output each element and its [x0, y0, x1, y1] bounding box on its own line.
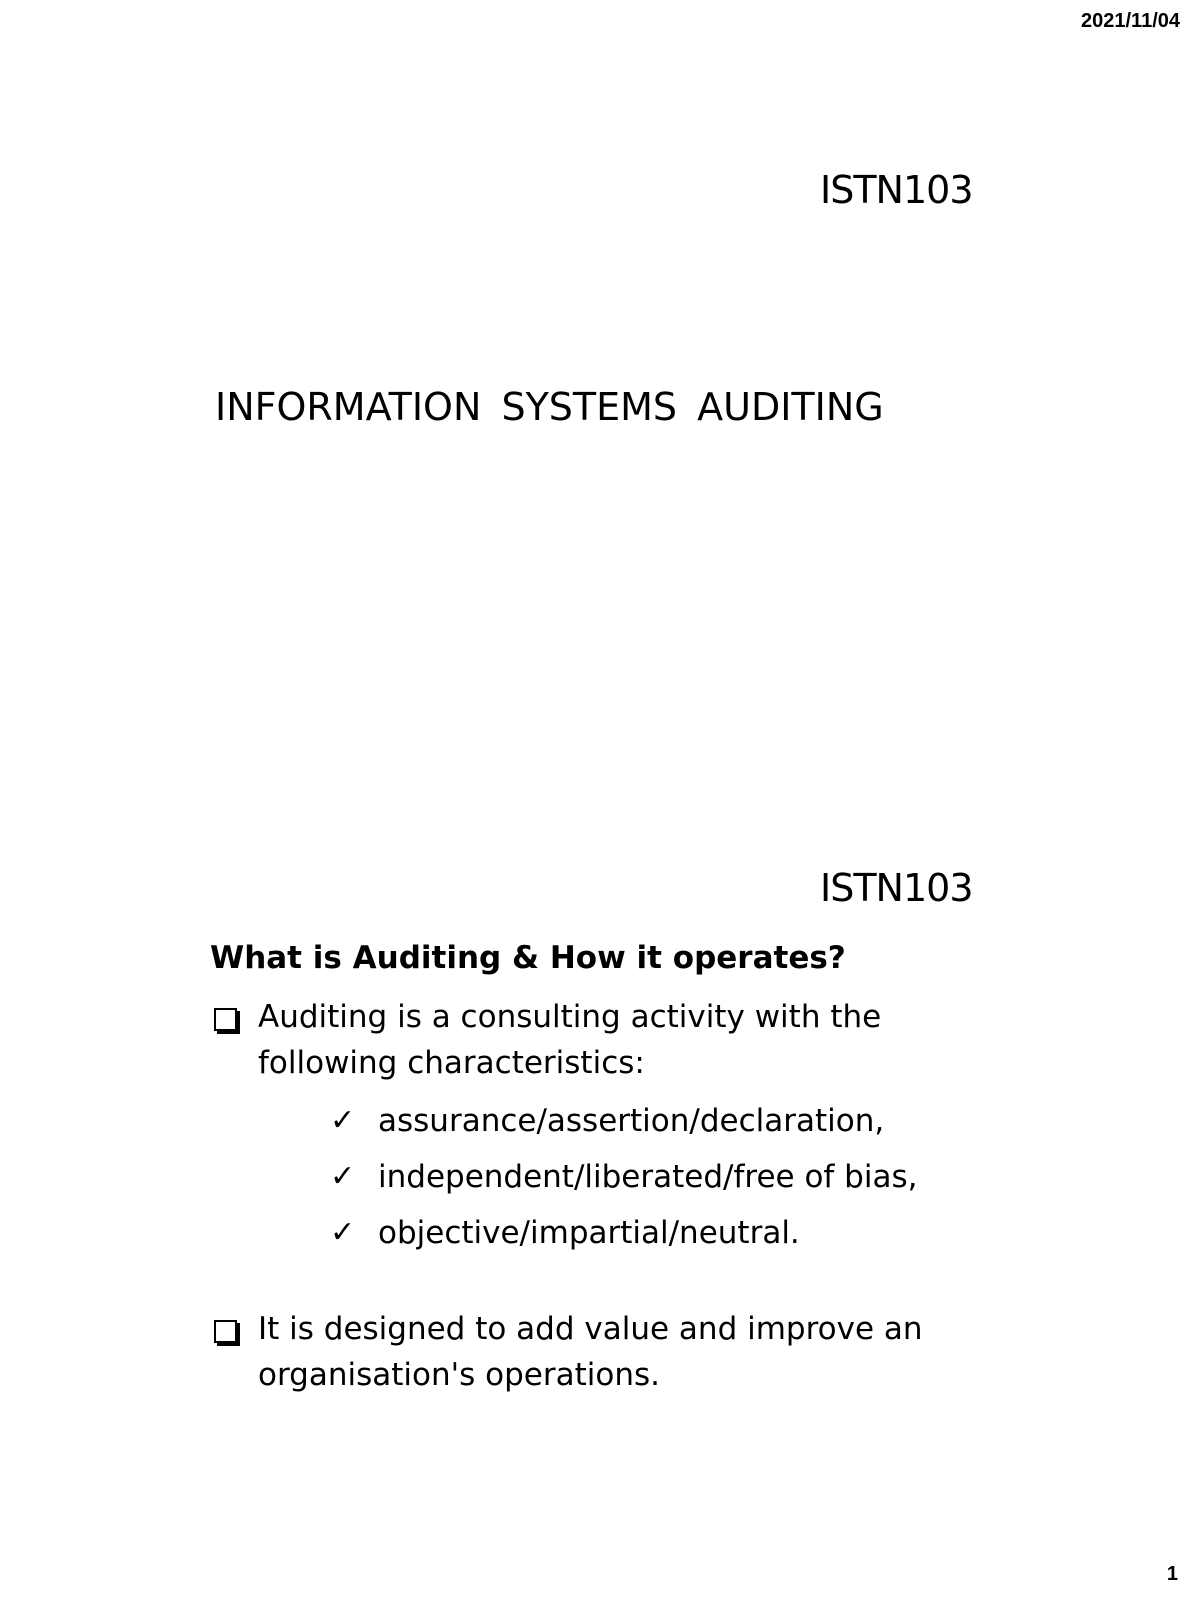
bullet-text: Auditing is a consulting activity with the following characteristics: — [258, 999, 882, 1081]
sub-bullet-item — [330, 1210, 990, 1256]
slide1-title: INFORMATION SYSTEMS AUDITING — [215, 385, 884, 429]
sub-bullet-item — [330, 1154, 990, 1200]
bullet-text: It is designed to add value and improve an organisation's operations. — [258, 1311, 923, 1393]
slide2-content — [210, 940, 990, 1410]
sub-bullet-text: independent/liberated/free of bias, — [378, 1159, 918, 1195]
bullet-point — [210, 1306, 990, 1398]
checkmark-icon: ✓ — [330, 1159, 356, 1194]
checkbox-icon — [214, 1320, 237, 1343]
checkmark-icon: ✓ — [330, 1215, 356, 1250]
checkbox-icon — [214, 1008, 237, 1031]
spacer — [210, 1270, 990, 1306]
page-number: 1 — [1166, 1563, 1178, 1585]
sub-bullet-list — [210, 1098, 990, 1256]
document-date: 2021/11/04 — [1081, 10, 1180, 32]
slide2-course-code: ISTN103 — [820, 866, 973, 910]
sub-bullet-text: objective/impartial/neutral. — [378, 1215, 800, 1251]
slide2-heading: What is Auditing & How it operates? — [210, 940, 846, 976]
slide1-course-code: ISTN103 — [820, 168, 973, 212]
sub-bullet-text: assurance/assertion/declaration, — [378, 1103, 885, 1139]
checkmark-icon: ✓ — [330, 1103, 356, 1138]
bullet-point — [210, 994, 990, 1086]
sub-bullet-item — [330, 1098, 990, 1144]
